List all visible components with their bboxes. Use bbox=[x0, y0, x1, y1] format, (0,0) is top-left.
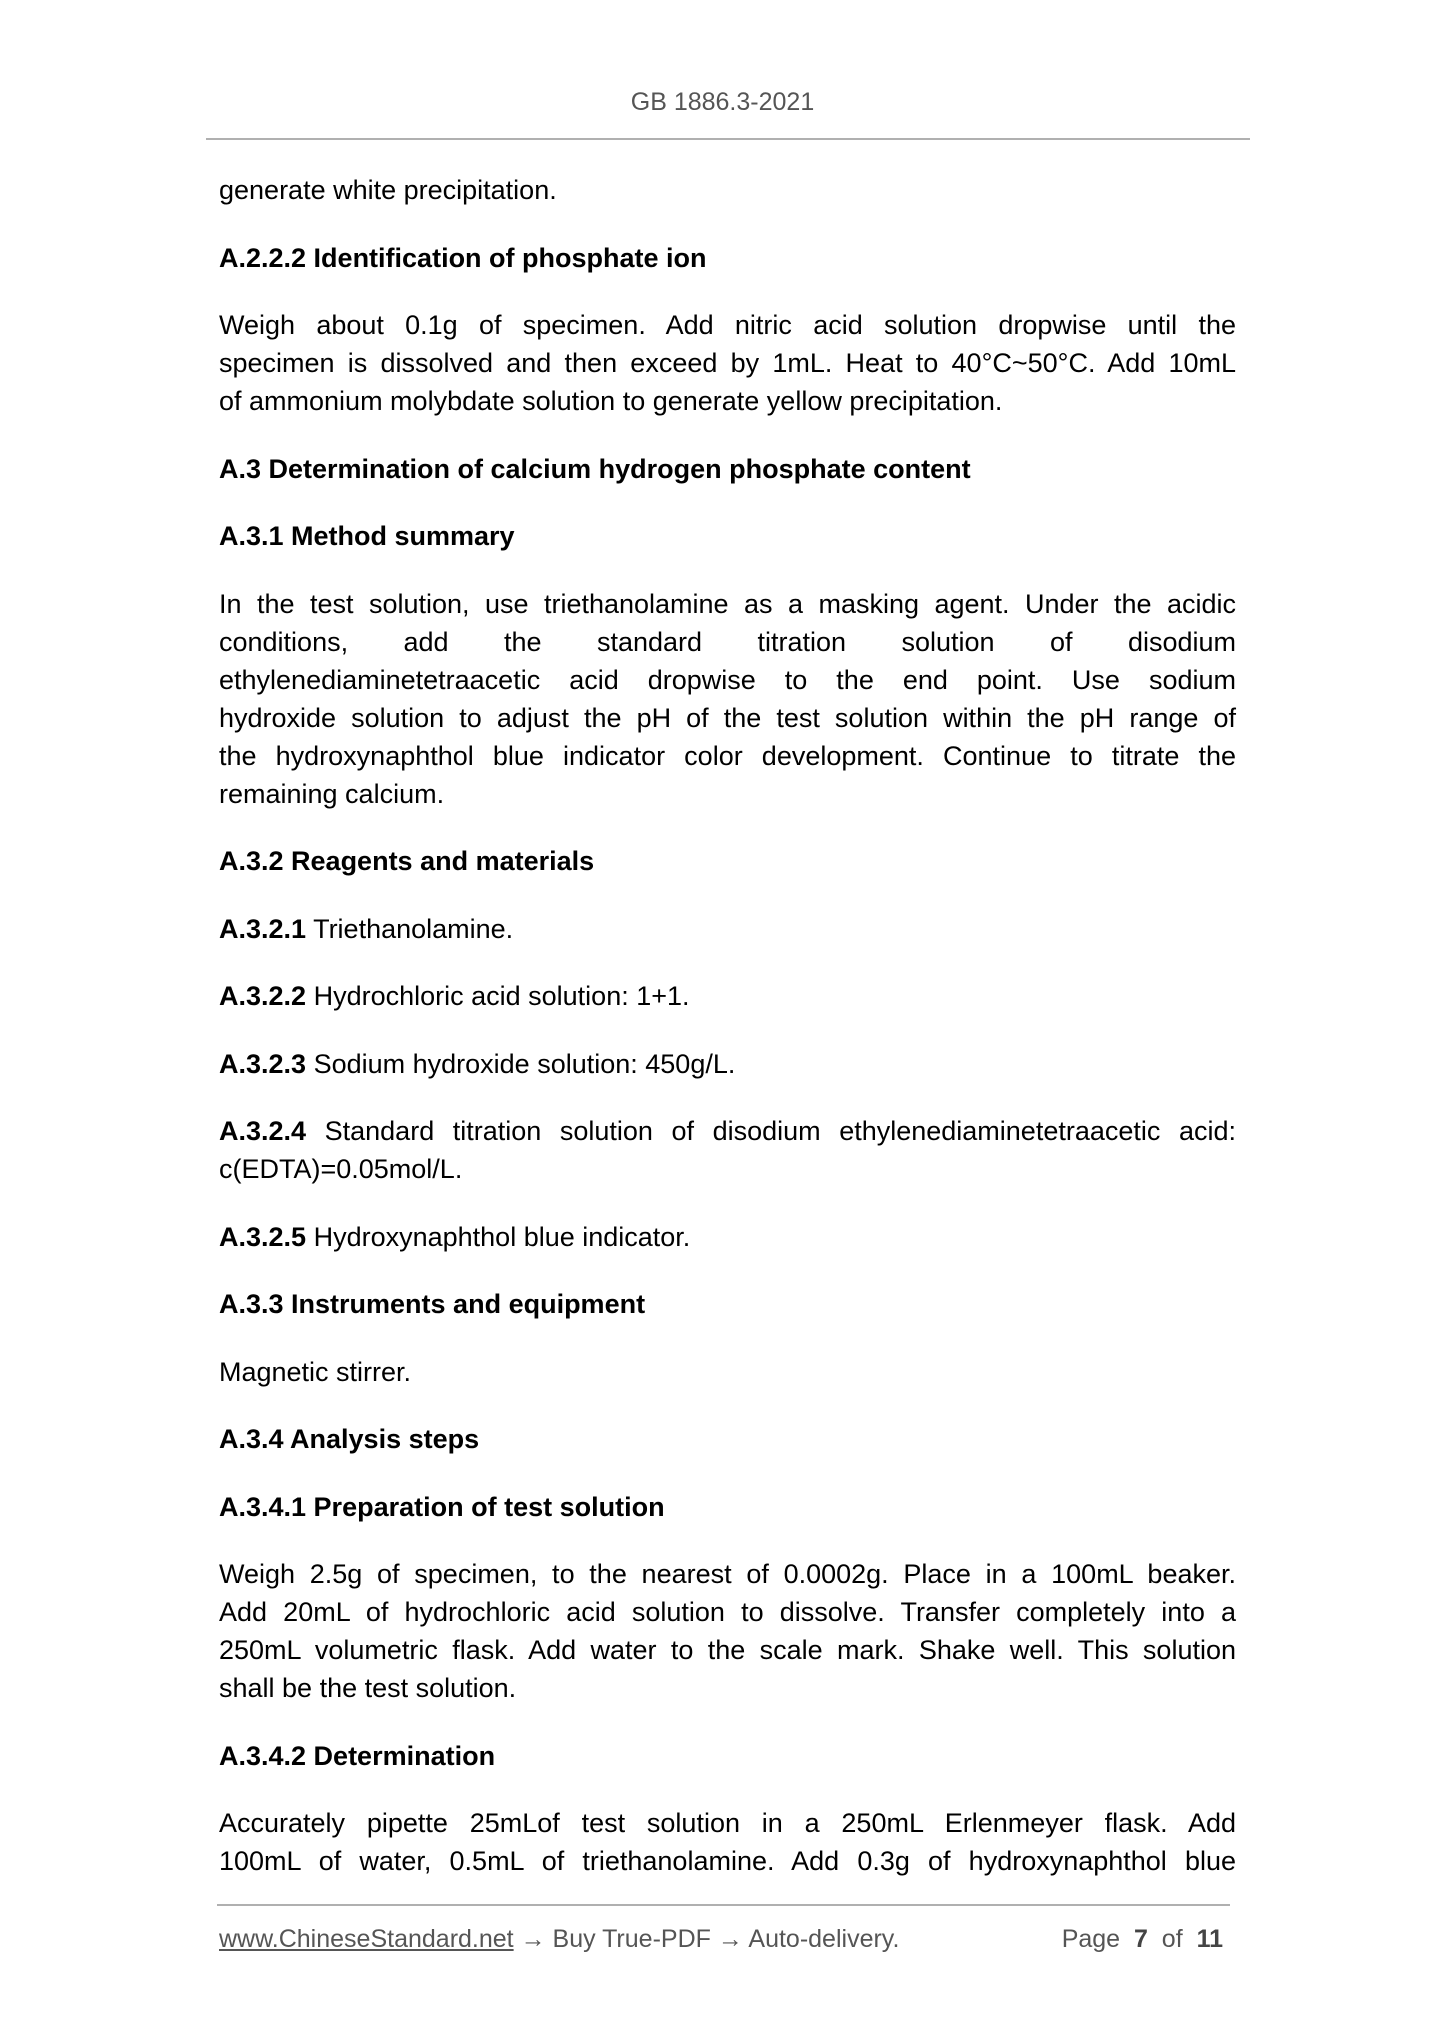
current-page: 7 bbox=[1133, 1925, 1148, 1953]
paragraph bbox=[219, 306, 1236, 420]
item-number: A.3.2.5 bbox=[219, 1221, 307, 1252]
footer-promo bbox=[219, 1925, 899, 1954]
paragraph bbox=[219, 1804, 1236, 1880]
text-line bbox=[219, 1804, 1236, 1842]
item-number: A.3.2.3 bbox=[219, 1048, 307, 1079]
text-line bbox=[219, 661, 1236, 699]
text-line bbox=[219, 1112, 1236, 1150]
line-text: ethylenediaminetetraacetic acid dropwise to the end point. Use sodium bbox=[219, 664, 1236, 695]
line-text: conditions, add the standard titration solution of disodium bbox=[219, 626, 1236, 657]
item-number: A.3.2.4 bbox=[219, 1116, 307, 1146]
numbered-item bbox=[219, 1112, 1236, 1188]
text-line bbox=[219, 775, 1236, 813]
paragraph bbox=[219, 1353, 1236, 1391]
item-number: A.3.2.2 bbox=[219, 981, 307, 1011]
page-indicator: Page 7 of 11 bbox=[1061, 1925, 1223, 1953]
paragraph bbox=[219, 171, 1236, 209]
page-footer bbox=[219, 1925, 1223, 1954]
numbered-item bbox=[219, 910, 1236, 948]
section-heading: A.2.2.2 Identification of phosphate ion bbox=[219, 242, 707, 273]
section-heading: A.3.3 Instruments and equipment bbox=[219, 1289, 646, 1319]
website-link[interactable]: www.ChineseStandard.net bbox=[219, 1925, 514, 1953]
line-text: Magnetic stirrer. bbox=[219, 1356, 412, 1387]
paragraph bbox=[219, 585, 1236, 813]
section-heading: A.3.2 Reagents and materials bbox=[219, 846, 595, 876]
paragraph bbox=[219, 1555, 1236, 1707]
line-text: shall be the test solution. bbox=[219, 1673, 517, 1703]
numbered-item bbox=[219, 1045, 1236, 1083]
item-number: A.3.2.1 bbox=[219, 913, 307, 944]
line-text: hydroxide solution to adjust the pH of the test solution within the pH range of bbox=[219, 702, 1236, 733]
numbered-item bbox=[219, 977, 1236, 1015]
line-text: of ammonium molybdate solution to generate yellow precipitation. bbox=[219, 386, 1003, 416]
text-line bbox=[219, 171, 1236, 209]
section-heading: A.3 Determination of calcium hydrogen phosphate content bbox=[219, 453, 971, 484]
line-text: Add 20mL of hydrochloric acid solution to dissolve. Transfer completely into a bbox=[219, 1597, 1236, 1627]
text-line bbox=[219, 1150, 1236, 1188]
text-line bbox=[219, 1045, 1236, 1083]
text-line bbox=[219, 737, 1236, 775]
text-line bbox=[219, 1353, 1236, 1391]
line-text: 100mL of water, 0.5mL of triethanolamine. Add 0.3g of hydroxynaphthol blue bbox=[219, 1846, 1236, 1876]
line-text: Accurately pipette 25mLof test solution in a 250mL Erlenmeyer flask. Add bbox=[219, 1808, 1236, 1838]
text-line bbox=[219, 1631, 1236, 1669]
section-heading: A.3.4.1 Preparation of test solution bbox=[219, 1491, 665, 1522]
document-header-id: GB 1886.3-2021 bbox=[630, 88, 815, 116]
text-line bbox=[219, 1593, 1236, 1631]
text-line bbox=[219, 344, 1236, 382]
line-text: remaining calcium. bbox=[219, 778, 445, 809]
line-text: Triethanolamine. bbox=[313, 913, 514, 944]
text-line bbox=[219, 623, 1236, 661]
section-heading: A.3.4.2 Determination bbox=[219, 1740, 496, 1771]
line-text: Hydroxynaphthol blue indicator. bbox=[313, 1221, 691, 1252]
line-text: Weigh about 0.1g of specimen. Add nitric acid solution dropwise until the bbox=[219, 310, 1236, 340]
numbered-item bbox=[219, 1218, 1236, 1256]
text-line bbox=[219, 585, 1236, 623]
text-line bbox=[219, 1842, 1236, 1880]
section-heading: A.3.1 Method summary bbox=[219, 521, 515, 551]
text-line bbox=[219, 306, 1236, 344]
section-heading: A.3.4 Analysis steps bbox=[219, 1424, 480, 1454]
text-line bbox=[219, 977, 1236, 1015]
line-text: 250mL volumetric flask. Add water to the scale mark. Shake well. This solution bbox=[219, 1635, 1236, 1665]
line-text: specimen is dissolved and then exceed by 1mL. Heat to 40°C~50°C. Add 10mL bbox=[219, 348, 1236, 378]
footer-promo-text: → Buy True-PDF → Auto-delivery. bbox=[513, 1925, 900, 1953]
line-text: the hydroxynaphthol blue indicator color development. Continue to titrate the bbox=[219, 740, 1236, 771]
line-text: generate white precipitation. bbox=[219, 175, 557, 205]
line-text: Hydrochloric acid solution: 1+1. bbox=[313, 981, 690, 1011]
document-body bbox=[219, 171, 1236, 1910]
line-text: Weigh 2.5g of specimen, to the nearest of 0.0002g. Place in a 100mL beaker. bbox=[219, 1559, 1236, 1589]
footer-divider bbox=[217, 1904, 1230, 1906]
text-line bbox=[219, 1218, 1236, 1256]
text-line bbox=[219, 1669, 1236, 1707]
line-text: In the test solution, use triethanolamine as a masking agent. Under the acidic bbox=[219, 588, 1236, 619]
line-text: Standard titration solution of disodium ethylenediaminetetraacetic acid: bbox=[324, 1116, 1236, 1146]
text-line bbox=[219, 1555, 1236, 1593]
total-pages: 11 bbox=[1196, 1925, 1223, 1953]
line-text: Sodium hydroxide solution: 450g/L. bbox=[313, 1048, 736, 1079]
text-line bbox=[219, 699, 1236, 737]
line-text: c(EDTA)=0.05mol/L. bbox=[219, 1154, 463, 1184]
header-divider bbox=[206, 138, 1250, 140]
text-line bbox=[219, 382, 1236, 420]
text-line bbox=[219, 910, 1236, 948]
